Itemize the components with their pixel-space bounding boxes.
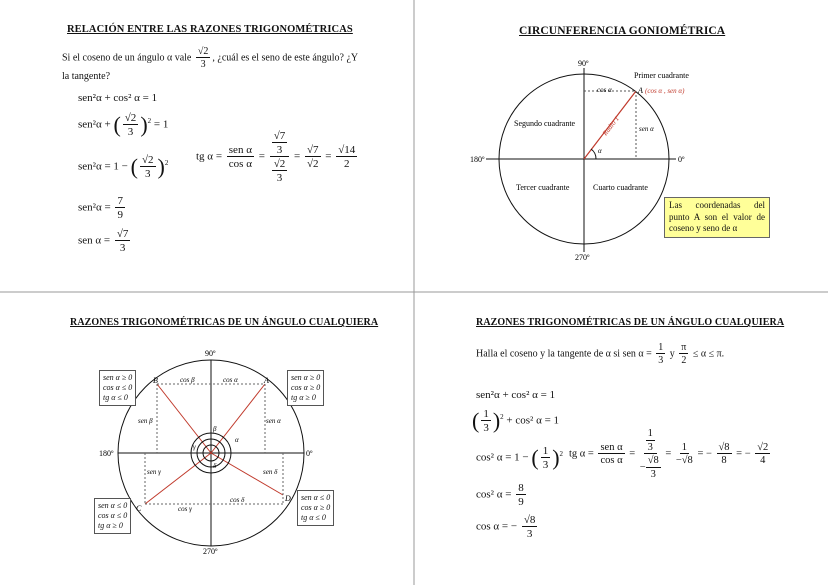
panel-circunferencia: [414, 0, 828, 292]
point-C: C: [136, 504, 142, 513]
point-A: A: [638, 86, 643, 95]
point-coords: (cos α , sen α): [645, 87, 685, 95]
label-0: 0º: [678, 155, 685, 164]
equation-1: sen²α + cos² α = 1: [78, 92, 158, 104]
equation-2: sen²α + ( $\frac{√2}{3}$ )$^2$ = 1: [78, 112, 169, 139]
unit-circle-diagram: [414, 0, 828, 292]
fraction: $\frac{√2}{3}$: [197, 46, 209, 70]
sign-box-q4: sen α ≤ 0 cos α ≥ 0 tg α ≤ 0: [297, 490, 334, 526]
equation-5: cos α = − $\frac{√8}{3}$: [476, 514, 536, 541]
radius-C: [145, 453, 211, 504]
sen-alpha: sen α: [266, 417, 281, 425]
tercer-cuadrante: Tercer cuadrante: [516, 183, 570, 192]
question: Halla el coseno y la tangente de α si sen α = $\frac{1}{3}$ y $\frac{\pi}{2}$ ≤ α ≤ π.: [476, 342, 725, 366]
alpha-label: α: [598, 147, 602, 155]
page-title: CIRCUNFERENCIA GONIOMÉTRICA: [519, 25, 726, 37]
panel-relacion: [0, 0, 414, 292]
equation-1: sen²α + cos² α = 1: [476, 389, 556, 401]
page-title: RAZONES TRIGONOMÉTRICAS DE UN ÁNGULO CUALQUIERA: [70, 317, 379, 328]
label-90: 90º: [578, 59, 589, 68]
sign-box-q3: sen α ≤ 0 cos α ≤ 0 tg α ≥ 0: [94, 498, 131, 534]
equation-3: cos² α = 1 − ( $\frac{1}{3}$ )$^2$: [476, 445, 564, 472]
greek-beta: β: [213, 425, 217, 433]
point-A: A: [264, 376, 269, 385]
label-270: 270º: [575, 253, 590, 262]
greek-alpha: α: [235, 436, 239, 444]
point-B: B: [153, 376, 158, 385]
segundo-cuadrante: Segundo cuadrante: [514, 119, 576, 128]
tangent-equation: tg α = $\frac{\text{sen α}}{\text{cos α}}$ = $\frac{\frac{√7}{3}}{\frac{√2}{3}}$ = $\frac{√7}{√2}$ = $\frac{√14}{2}$: [196, 130, 356, 185]
equation-5: sen α = $\frac{√7}{3}$: [78, 228, 129, 255]
label-90: 90º: [205, 349, 216, 358]
label-270: 270º: [203, 547, 218, 556]
sign-box-q1: sen α ≥ 0 cos α ≥ 0 tg α ≥ 0: [287, 370, 324, 406]
point-D: D: [285, 494, 291, 503]
cos-label: cos α: [597, 86, 612, 94]
sign-box-q2: sen α ≥ 0 cos α ≤ 0 tg α ≤ 0: [99, 370, 136, 406]
page-title: RELACIÓN ENTRE LAS RAZONES TRIGONOMÉTRICAS: [67, 24, 353, 35]
panel-angulo-cualquiera: [0, 292, 414, 585]
angle-arc: [591, 149, 596, 159]
sen-gamma: sen γ: [147, 468, 161, 476]
quadrant-diagram: [0, 292, 414, 585]
question: Si el coseno de un ángulo α vale $\frac{√2}{3}$ , ¿cuál es el seno de este ángulo? ¿Y la tangente?: [62, 46, 359, 82]
radius-B: [157, 384, 211, 453]
page-title: RAZONES TRIGONOMÉTRICAS DE UN ÁNGULO CUALQUIERA: [476, 317, 785, 328]
primer-cuadrante: Primer cuadrante: [634, 71, 689, 80]
cos-gamma: cos γ: [178, 505, 192, 513]
radio-label: Radio 1: [601, 114, 621, 138]
sen-label: sen α: [639, 125, 654, 133]
label-0: 0º: [306, 449, 313, 458]
panel-ejercicio: [414, 292, 828, 585]
cos-alpha: cos α: [223, 376, 238, 384]
label-180: 180º: [470, 155, 485, 164]
tangent-equation: tg α = $\frac{\text{sen α}}{\text{cos α}}$ = $\frac{1}{3}$ − $\frac{√8}{3}$ = $\frac{1}{-√8}$ = − $\frac{√8}{8}$ = − $\frac{√2}{4}$: [569, 428, 769, 480]
greek-delta: δ: [213, 462, 217, 470]
equation-4: sen²α = $\frac{7}{9}$: [78, 195, 123, 222]
cos-beta: cos β: [180, 376, 195, 384]
sen-beta: sen β: [138, 417, 153, 425]
label-180: 180º: [99, 449, 114, 458]
equation-3: sen²α = 1 − ( $\frac{√2}{3}$ )$^2$: [78, 154, 169, 181]
sen-delta: sen δ: [263, 468, 278, 476]
cos-delta: cos δ: [230, 496, 245, 504]
equation-4: cos² α = $\frac{8}{9}$: [476, 482, 524, 509]
info-note: Las coordenadas del punto A son el valor de coseno y seno de α: [664, 197, 770, 238]
equation-2: ( $\frac{1}{3}$ )$^2$ + cos² α = 1: [472, 408, 560, 435]
cuarto-cuadrante: Cuarto cuadrante: [593, 183, 648, 192]
greek-gamma: γ: [193, 443, 196, 451]
